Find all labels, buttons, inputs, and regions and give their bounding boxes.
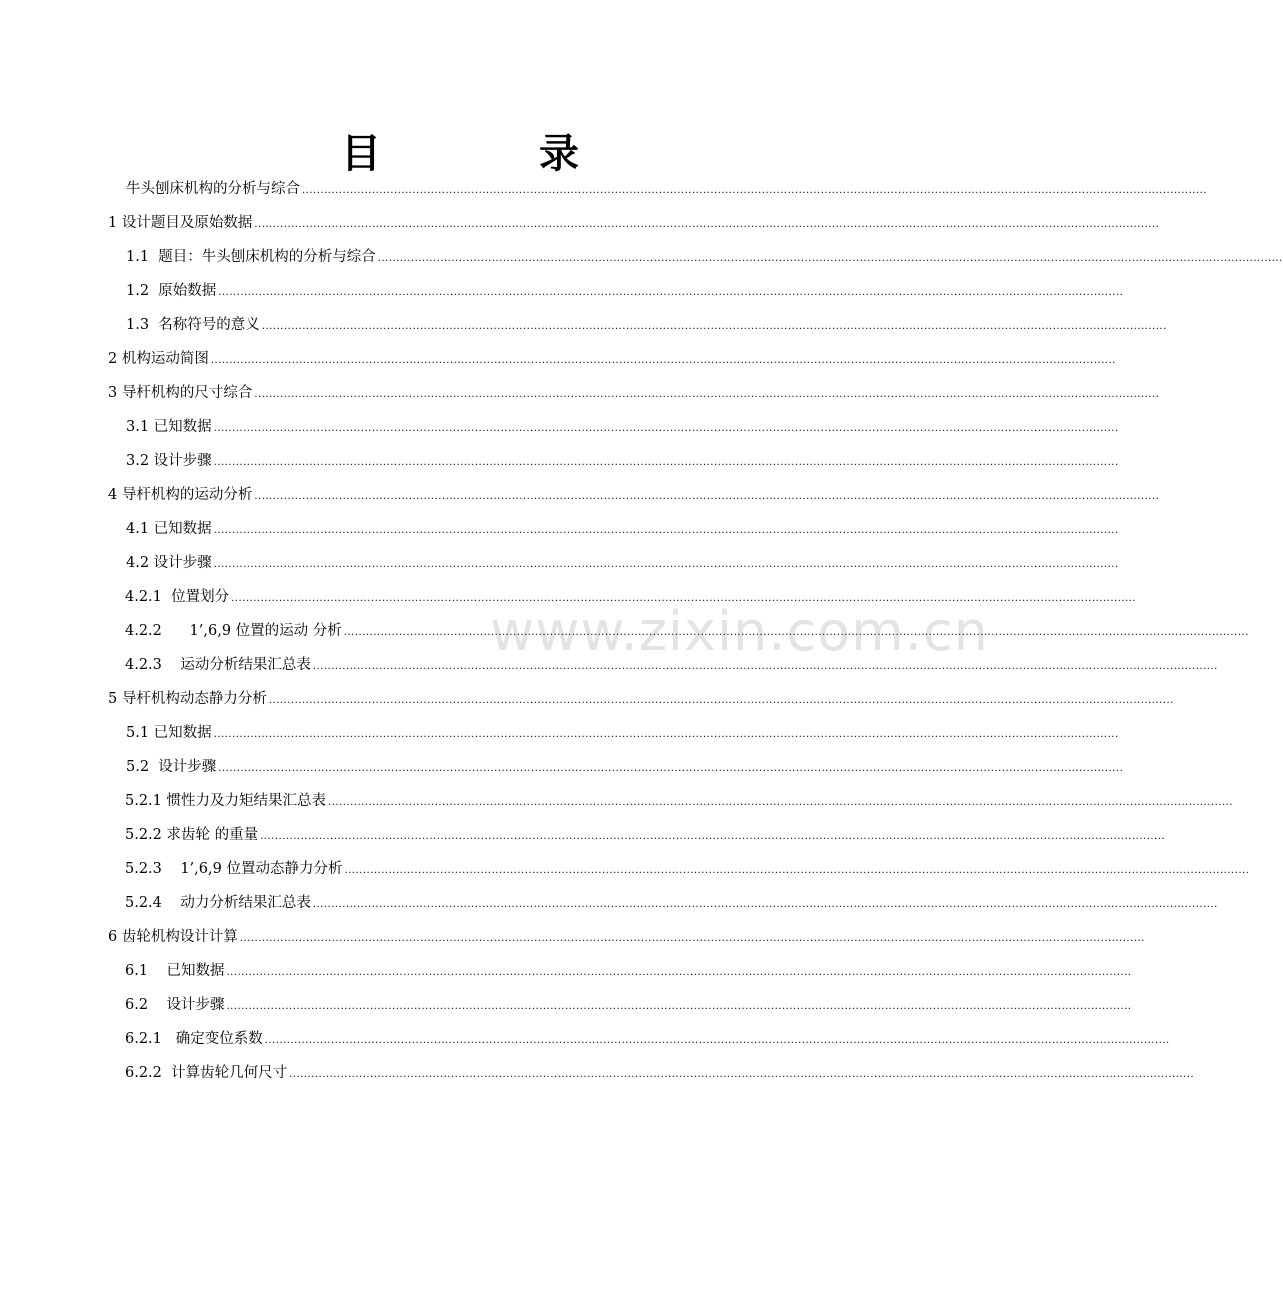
table-of-contents	[108, 172, 750, 1090]
toc-entry-label: 5.2.4 动力分析结果汇总表	[125, 895, 311, 911]
toc-dot-leader	[231, 582, 1136, 616]
toc-entry-label: 2 机构运动简图	[108, 351, 209, 367]
toc-entry[interactable]	[108, 920, 750, 954]
toc-entry[interactable]	[108, 750, 750, 784]
toc-entry-label: 1.2 原始数据	[126, 283, 217, 299]
toc-entry-label: 5 导杆机构动态静力分析	[108, 691, 267, 707]
toc-entry[interactable]	[108, 580, 750, 614]
toc-dot-leader	[344, 616, 1249, 650]
toc-entry-label: 5.2 设计步骤	[126, 759, 217, 775]
toc-entry[interactable]	[108, 716, 750, 750]
page-title: 目 录	[341, 131, 651, 177]
toc-dot-leader	[378, 242, 1283, 276]
toc-entry-label: 4 导杆机构的运动分析	[108, 487, 253, 503]
toc-dot-leader	[265, 1024, 1170, 1058]
toc-dot-leader	[240, 922, 1145, 956]
toc-entry-label: 4.2.1 位置划分	[125, 589, 230, 605]
toc-entry-label: 3 导杆机构的尺寸综合	[108, 385, 253, 401]
toc-entry[interactable]	[108, 410, 750, 444]
toc-entry[interactable]	[108, 308, 750, 342]
toc-entry[interactable]	[108, 444, 750, 478]
toc-entry-label: 4.2.2 1’,6,9 位置的运动 分析	[125, 623, 342, 639]
toc-entry[interactable]	[108, 988, 750, 1022]
toc-entry[interactable]	[108, 1056, 750, 1090]
toc-entry-label: 4.1 已知数据	[126, 521, 212, 537]
toc-entry-label: 5.1 已知数据	[126, 725, 212, 741]
toc-entry-label: 4.2 设计步骤	[126, 555, 212, 571]
toc-dot-leader	[214, 412, 1119, 446]
toc-dot-leader	[313, 888, 1218, 922]
toc-dot-leader	[262, 310, 1167, 344]
toc-entry-label: 6.2 设计步骤	[125, 997, 225, 1013]
toc-entry-label: 6.1 已知数据	[125, 963, 225, 979]
toc-entry-label: 3.2 设计步骤	[126, 453, 212, 469]
toc-entry[interactable]	[108, 376, 750, 410]
toc-entry-label: 3.1 已知数据	[126, 419, 212, 435]
toc-entry[interactable]	[108, 274, 750, 308]
toc-dot-leader	[254, 480, 1159, 514]
toc-dot-leader	[227, 956, 1132, 990]
toc-dot-leader	[214, 514, 1119, 548]
toc-entry-label: 5.2.2 求齿轮 的重量	[125, 827, 259, 843]
toc-entry[interactable]	[108, 648, 750, 682]
toc-entry-label: 6.2.1 确定变位系数	[125, 1031, 263, 1047]
toc-dot-leader	[214, 548, 1119, 582]
toc-entry-label: 4.2.3 运动分析结果汇总表	[125, 657, 311, 673]
toc-entry-label: 6.2.2 计算齿轮几何尺寸	[125, 1065, 288, 1081]
toc-dot-leader	[260, 820, 1165, 854]
toc-entry[interactable]	[108, 682, 750, 716]
toc-entry[interactable]	[108, 240, 750, 274]
toc-entry-label: 5.2.3 1’,6,9 位置动态静力分析	[125, 861, 343, 877]
toc-entry[interactable]	[108, 852, 750, 886]
toc-entry[interactable]	[108, 206, 750, 240]
toc-entry[interactable]	[108, 512, 750, 546]
toc-entry[interactable]	[108, 954, 750, 988]
toc-dot-leader	[218, 276, 1123, 310]
toc-entry-label: 牛头刨床机构的分析与综合	[126, 181, 300, 197]
toc-entry[interactable]	[108, 818, 750, 852]
toc-entry-label: 5.2.1 惯性力及力矩结果汇总表	[125, 793, 327, 809]
toc-entry-label: 1.1 题目：牛头刨床机构的分析与综合	[126, 249, 376, 265]
toc-entry-label: 1 设计题目及原始数据	[108, 215, 253, 231]
toc-dot-leader	[254, 208, 1159, 242]
toc-dot-leader	[227, 990, 1132, 1024]
toc-dot-leader	[313, 650, 1218, 684]
toc-entry[interactable]	[108, 886, 750, 920]
toc-dot-leader	[344, 854, 1249, 888]
toc-dot-leader	[218, 752, 1123, 786]
toc-entry[interactable]	[108, 614, 750, 648]
toc-dot-leader	[254, 378, 1159, 412]
toc-dot-leader	[289, 1058, 1194, 1092]
toc-dot-leader	[214, 446, 1119, 480]
toc-entry-label: 6 齿轮机构设计计算	[108, 929, 238, 945]
toc-entry-label: 1.3 名称符号的意义	[126, 317, 260, 333]
toc-entry[interactable]	[108, 478, 750, 512]
toc-dot-leader	[328, 786, 1233, 820]
toc-entry[interactable]	[108, 1022, 750, 1056]
toc-dot-leader	[214, 718, 1119, 752]
toc-entry[interactable]	[108, 172, 750, 206]
toc-entry[interactable]	[108, 784, 750, 818]
toc-dot-leader	[211, 344, 1116, 378]
watermark: www.zixin.com.cn	[490, 600, 989, 663]
toc-dot-leader	[269, 684, 1174, 718]
toc-entry[interactable]	[108, 342, 750, 376]
toc-dot-leader	[302, 174, 1207, 208]
toc-entry[interactable]	[108, 546, 750, 580]
